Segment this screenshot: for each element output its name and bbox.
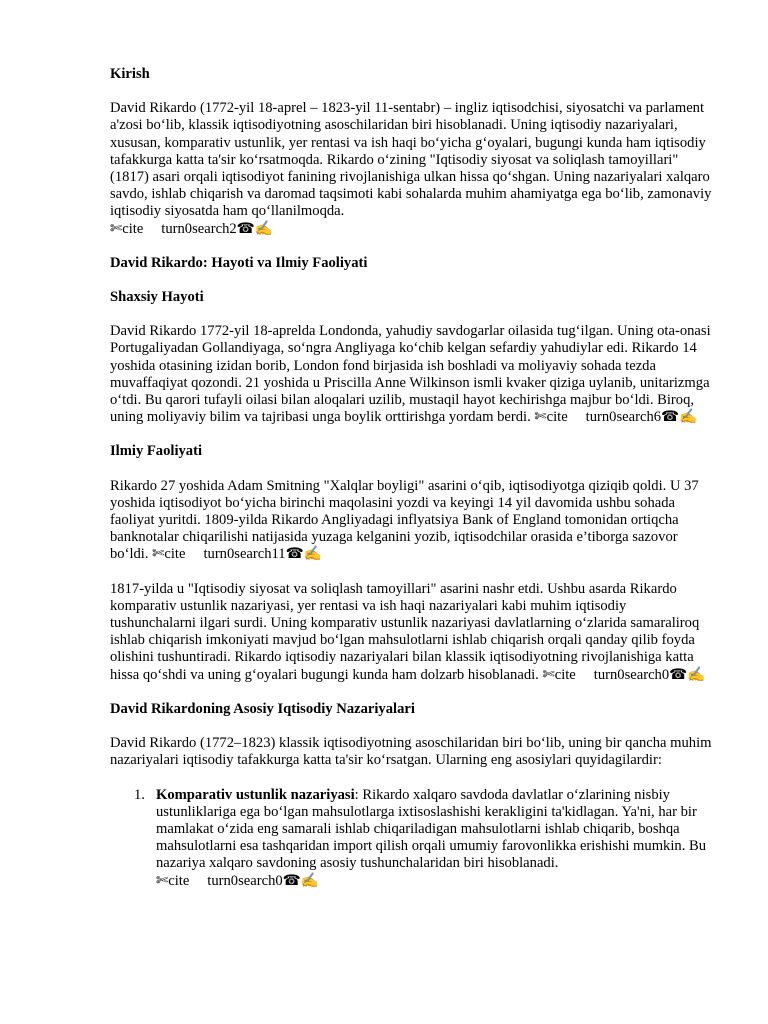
cite-label: ✄cite [156,872,190,889]
citation-marker [534,409,697,425]
paragraph-kirish [110,100,714,238]
paragraph-ilmiy-faoliyati-1 [110,478,714,564]
cite-reference: turn0search6☎✍ [585,409,698,426]
section-heading-asosiy-nazariyalar: David Rikardoning Asosiy Iqtisodiy Nazariyalari [110,700,415,717]
citation-marker [110,221,273,237]
paragraph-shaxsiy-hayoti [110,323,714,426]
cite-reference: turn0search0☎✍ [593,666,706,683]
paragraph-ilmiy-faoliyati-2 [110,581,714,684]
citation-marker [542,667,705,683]
list-item-separator: : [354,786,359,803]
cite-label: ✄cite [110,220,144,237]
paragraph-text: David Rikardo 1772-yil 18-aprelda Londonda, yahudiy savdogarlar oilasida tug‘ilgan. Uning ota-onasi Portugaliyadan Gollandiyaga, so‘ngra Angliyaga ko‘chib kelgan sefardiy yahudiylar edi. Rikardo 14 yoshida otasining izidan borib, London fond birjasida ish boshladi va moliyaviy sohada tezda muvaffaqiyat qozondi. 21 yoshida u Priscilla Anne Wilkinson ismli kvaker qiziga uylanib, unitarizmga o‘tdi. Bu qarori tufayli oilasi bilan aloqalari uzilib, mustaqil hayot kechirishga majbur bo‘ldi. Biroq, uning moliyaviy bilim va tajribasi unga boylik orttirishga yordam berdi. [110,323,711,426]
citation-marker [152,546,322,562]
paragraph-text: 1817-yilda u "Iqtisodiy siyosat va soliqlash tamoyillari" asarini nashr etdi. Ushbu asarda Rikardo komparativ ustunlik nazariyasi, yer rentasi va ish haqi nazariyalari kabi muhim iqtisodiy tushunchalarni ilgari surdi. Uning komparativ ustunlik nazariyasi davlatlarning o‘zlarida samaraliroq ishlab chiqarish imkoniyati mavjud bo‘lgan mahsulotlarni ishlab chiqarish orqali qanday qilib foyda olishini tushuntiradi. Rikardo iqtisodiy nazariyalari bilan klassik iqtisodiyotning rivojlanishiga katta hissa qo‘shdi va uning g‘oyalari bugungi kunda ham dolzarb hisoblanadi. [110,580,700,683]
cite-reference: turn0search2☎✍ [161,220,274,237]
list-item-text: Rikardo xalqaro savdoda davlatlar o‘zlarining nisbiy ustunliklariga ega bo‘lgan mahsulotlarga ixtisoslashishi kerakligini ta'kidlagan. Ya'ni, har bir mamlakat o‘zida eng samarali ishlab chiqariladigan mahsulotlarni ishlab chiqarib, boshqa mahsulotlarni esa tashqaridan import qilish orqali umumiy farovonlikka erishishi mumkin. Bu nazariya xalqaro savdoning asosiy tushunchalaridan biri hisoblanadi. [156,786,707,872]
cite-label: ✄cite [152,546,186,563]
section-heading-ilmiy-faoliyati: Ilmiy Faoliyati [110,443,203,460]
citation-marker [156,873,319,889]
paragraph-text: David Rikardo (1772-yil 18-aprel – 1823-yil 11-sentabr) – ingliz iqtisodchisi, siyosatchi va parlament a'zosi bo‘lib, klassik iqtisodiyotning asoschilaridan biri hisoblanadi. Uning iqtisodiy nazariyalari, xususan, komparativ ustunlik, yer rentasi va ish haqi bo‘yicha g‘oyalari, bugungi kunda ham iqtisodiy tafakkurga katta ta'sir ko‘rsatmoqda. Rikardo o‘zining "Iqtisodiy siyosat va soliqlash tamoyillari" (1817) asari orqali iqtisodiyot fanining rivojlanishiga ulkan hissa qo‘shgan. Uning nazariyalari xalqaro savdo, ishlab chiqarish va daromad taqsimoti kabi sohalarda muhim ahamiyatga ega bo‘lib, zamonaviy iqtisodiy siyosatda ham qo‘llanilmoqda. [110,100,712,220]
document-page [110,66,714,890]
paragraph-text: Rikardo 27 yoshida Adam Smitning "Xalqlar boyligi" asarini o‘qib, iqtisodiyotga qiziqib qoldi. U 37 yoshida iqtisodiyot bo‘yicha birinchi maqolasini yozdi va keyingi 14 yil davomida ushbu sohada faoliyat yuritdi. 1809-yilda Rikardo Angliyadagi inflyatsiya Bank of England tomonidan ortiqcha banknotalar chiqarilishi natijasida yuzaga kelganini yozib, iqtisodchilar orasida e’tiborga sazovor bo‘ldi. [110,477,699,563]
theories-list [110,787,714,890]
list-item-number: 1. [134,786,145,803]
cite-label: ✄cite [534,409,568,426]
paragraph-text: David Rikardo (1772–1823) klassik iqtisodiyotning asoschilaridan biri bo‘lib, uning bir qancha muhim nazariyalari iqtisodiy tafakkurga katta ta'sir ko‘rsatgan. Ularning eng asosiylari quyidagilardir: [110,735,712,769]
section-heading-shaxsiy-hayoti: Shaxsiy Hayoti [110,289,204,306]
paragraph-asosiy-nazariyalar-intro [110,735,714,769]
cite-label: ✄cite [542,666,576,683]
list-item-term: Komparativ ustunlik nazariyasi [156,786,355,803]
cite-reference: turn0search0☎✍ [207,872,320,889]
section-heading-kirish: Kirish [110,66,150,82]
section-heading-hayoti-faoliyati: David Rikardo: Hayoti va Ilmiy Faoliyati [110,254,368,271]
cite-reference: turn0search11☎✍ [203,546,322,563]
list-item [110,787,714,890]
